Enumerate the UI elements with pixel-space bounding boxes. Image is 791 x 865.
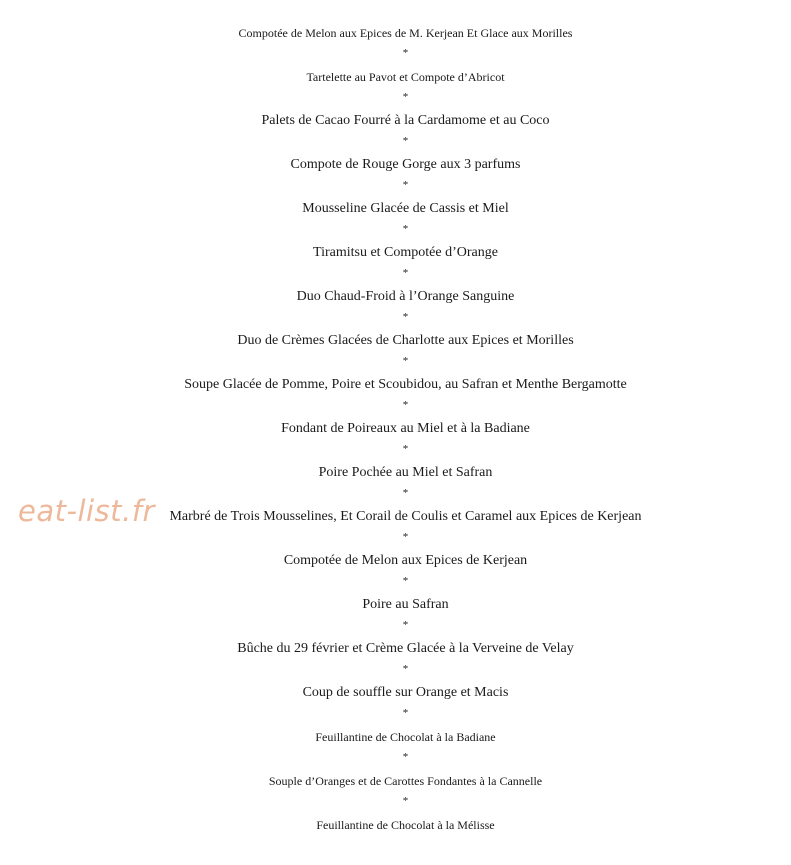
dish-name: Marbré de Trois Mousselines, Et Corail de Coulis et Caramel aux Epices de Kerjean — [169, 509, 642, 524]
menu-item — [0, 154, 791, 198]
menu-item — [0, 374, 791, 418]
menu-item — [0, 638, 791, 682]
dish-name: Souple d’Oranges et de Carottes Fondantes à la Cannelle — [268, 774, 543, 788]
dish-name: Poire Pochée au Miel et Safran — [318, 465, 493, 480]
menu-item — [0, 594, 791, 638]
dish-name: Duo Chaud-Froid à l’Orange Sanguine — [296, 289, 515, 304]
dish-name: Duo de Crèmes Glacées de Charlotte aux Epices et Morilles — [237, 333, 574, 348]
menu-item — [0, 814, 791, 858]
menu-item — [0, 330, 791, 374]
menu-item — [0, 418, 791, 462]
dish-name: Tartelette au Pavot et Compote d’Abricot — [306, 70, 505, 84]
asterisk-separator: * — [402, 443, 409, 455]
dish-name: Compote de Rouge Gorge aux 3 parfums — [290, 157, 521, 172]
dish-name: Compotée de Melon aux Epices de M. Kerjean Et Glace aux Morilles — [238, 26, 573, 40]
menu-item — [0, 66, 791, 110]
dish-name: Feuillantine de Chocolat à la Badiane — [315, 730, 496, 744]
asterisk-separator: * — [402, 355, 409, 367]
asterisk-separator: * — [402, 531, 409, 543]
dish-name: Feuillantine de Chocolat à la Mélisse — [316, 818, 495, 832]
asterisk-separator: * — [402, 751, 409, 763]
watermark-logo: eat-list.fr — [18, 494, 155, 528]
asterisk-separator: * — [402, 707, 409, 719]
dish-name: Poire au Safran — [362, 597, 449, 612]
dish-name: Coup de souffle sur Orange et Macis — [302, 685, 509, 700]
asterisk-separator: * — [402, 223, 409, 235]
dish-name: Tiramitsu et Compotée d’Orange — [313, 245, 498, 260]
asterisk-separator: * — [402, 795, 409, 807]
asterisk-separator: * — [402, 619, 409, 631]
menu-item — [0, 770, 791, 814]
asterisk-separator: * — [402, 487, 409, 499]
menu-item — [0, 198, 791, 242]
asterisk-separator: * — [402, 267, 409, 279]
menu-item — [0, 242, 791, 286]
asterisk-separator: * — [402, 575, 409, 587]
menu-item — [0, 550, 791, 594]
dish-name: Compotée de Melon aux Epices de Kerjean — [283, 553, 528, 568]
asterisk-separator: * — [402, 663, 409, 675]
dish-name: Palets de Cacao Fourré à la Cardamome et au Coco — [261, 113, 550, 128]
dish-name: Fondant de Poireaux au Miel et à la Badiane — [281, 421, 530, 436]
asterisk-separator: * — [402, 91, 409, 103]
dessert-menu-list — [0, 22, 791, 858]
menu-item — [0, 110, 791, 154]
menu-item — [0, 726, 791, 770]
asterisk-separator: * — [402, 47, 409, 59]
menu-item — [0, 286, 791, 330]
dish-name: Soupe Glacée de Pomme, Poire et Scoubidou, au Safran et Menthe Bergamotte — [184, 377, 627, 392]
dish-name: Bûche du 29 février et Crème Glacée à la Verveine de Velay — [237, 641, 574, 656]
asterisk-separator: * — [402, 179, 409, 191]
menu-item — [0, 682, 791, 726]
menu-item — [0, 22, 791, 66]
asterisk-separator: * — [402, 135, 409, 147]
asterisk-separator: * — [402, 311, 409, 323]
asterisk-separator: * — [402, 399, 409, 411]
dish-name: Mousseline Glacée de Cassis et Miel — [302, 201, 509, 216]
